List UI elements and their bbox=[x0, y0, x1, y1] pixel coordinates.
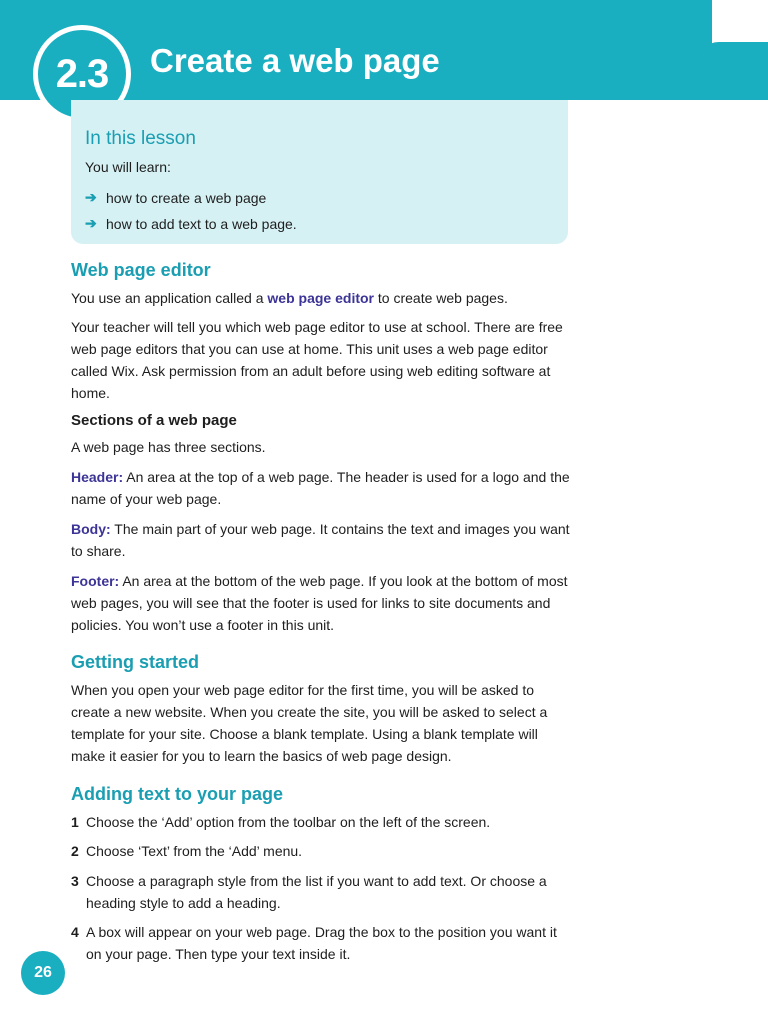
section-heading-adding-text: Adding text to your page bbox=[71, 784, 284, 804]
section-heading-getting-started: Getting started bbox=[71, 652, 200, 672]
header-label: Header: bbox=[71, 469, 124, 485]
editor-paragraph-1 bbox=[71, 287, 571, 309]
arrow-right-icon: ➔ bbox=[85, 215, 97, 231]
editor-paragraph-3: A web page has three sections. bbox=[71, 439, 266, 455]
page-title: Create a web page bbox=[150, 42, 440, 79]
getting-started-paragraph: When you open your web page editor for the first time, you will be asked to create a new website. When you create the site, you will be asked to select a template for your site. Choose a blank template. Using a blank template will make it easier for you to learn the basics of web page design. bbox=[71, 682, 548, 764]
editor-paragraph-2: Your teacher will tell you which web page editor to use at school. There are free web page editors that you can use at home. This unit uses a web page editor called Wix. Ask permission from an adult before using web editing software at home. bbox=[71, 319, 563, 401]
step-text: Choose a paragraph style from the list if you want to add text. Or choose a heading style to add a heading. bbox=[86, 873, 547, 911]
lesson-item-text: how to add text to a web page. bbox=[106, 215, 297, 232]
lesson-item-text: how to create a web page bbox=[106, 189, 267, 206]
page-number-badge: 26 bbox=[21, 951, 65, 995]
text: to create web pages. bbox=[374, 290, 508, 306]
lesson-item bbox=[85, 215, 297, 232]
text: The main part of your web page. It contains the text and images you want to share. bbox=[71, 521, 570, 559]
step-text: A box will appear on your web page. Drag the box to the position you want it on your page. Then type your text inside it. bbox=[86, 924, 557, 962]
keyword-web-page-editor: web page editor bbox=[267, 290, 374, 306]
step-text: Choose ‘Text’ from the ‘Add’ menu. bbox=[86, 843, 303, 859]
step-number: 2 bbox=[71, 843, 79, 859]
arrow-right-icon: ➔ bbox=[85, 189, 97, 205]
body-label: Body: bbox=[71, 521, 111, 537]
step-item bbox=[71, 840, 571, 862]
step-number: 4 bbox=[71, 924, 79, 940]
step-item bbox=[71, 811, 571, 833]
lesson-heading: In this lesson bbox=[85, 128, 196, 149]
text: You use an application called a bbox=[71, 290, 268, 306]
lesson-item bbox=[85, 189, 266, 206]
footer-label: Footer: bbox=[71, 573, 120, 589]
sub-heading-sections: Sections of a web page bbox=[71, 412, 237, 429]
step-text: Choose the ‘Add’ option from the toolbar on the left of the screen. bbox=[86, 814, 491, 830]
header-banner-tab bbox=[697, 42, 768, 100]
header-definition bbox=[71, 466, 571, 510]
section-heading-web-page-editor: Web page editor bbox=[71, 260, 211, 280]
step-number: 3 bbox=[71, 873, 79, 889]
footer-definition bbox=[71, 570, 571, 636]
step-item bbox=[71, 870, 571, 914]
lesson-number-badge: 2.3 bbox=[33, 25, 131, 123]
body-definition bbox=[71, 518, 571, 562]
step-number: 1 bbox=[71, 814, 79, 830]
lesson-intro: You will learn: bbox=[85, 159, 171, 175]
step-item bbox=[71, 921, 571, 965]
text: An area at the top of a web page. The header is used for a logo and the name of your web page. bbox=[71, 469, 570, 507]
text: An area at the bottom of the web page. If you look at the bottom of most web pages, you will see that the footer is used for links to site documents and policies. You won’t use a footer in this unit. bbox=[71, 573, 568, 633]
